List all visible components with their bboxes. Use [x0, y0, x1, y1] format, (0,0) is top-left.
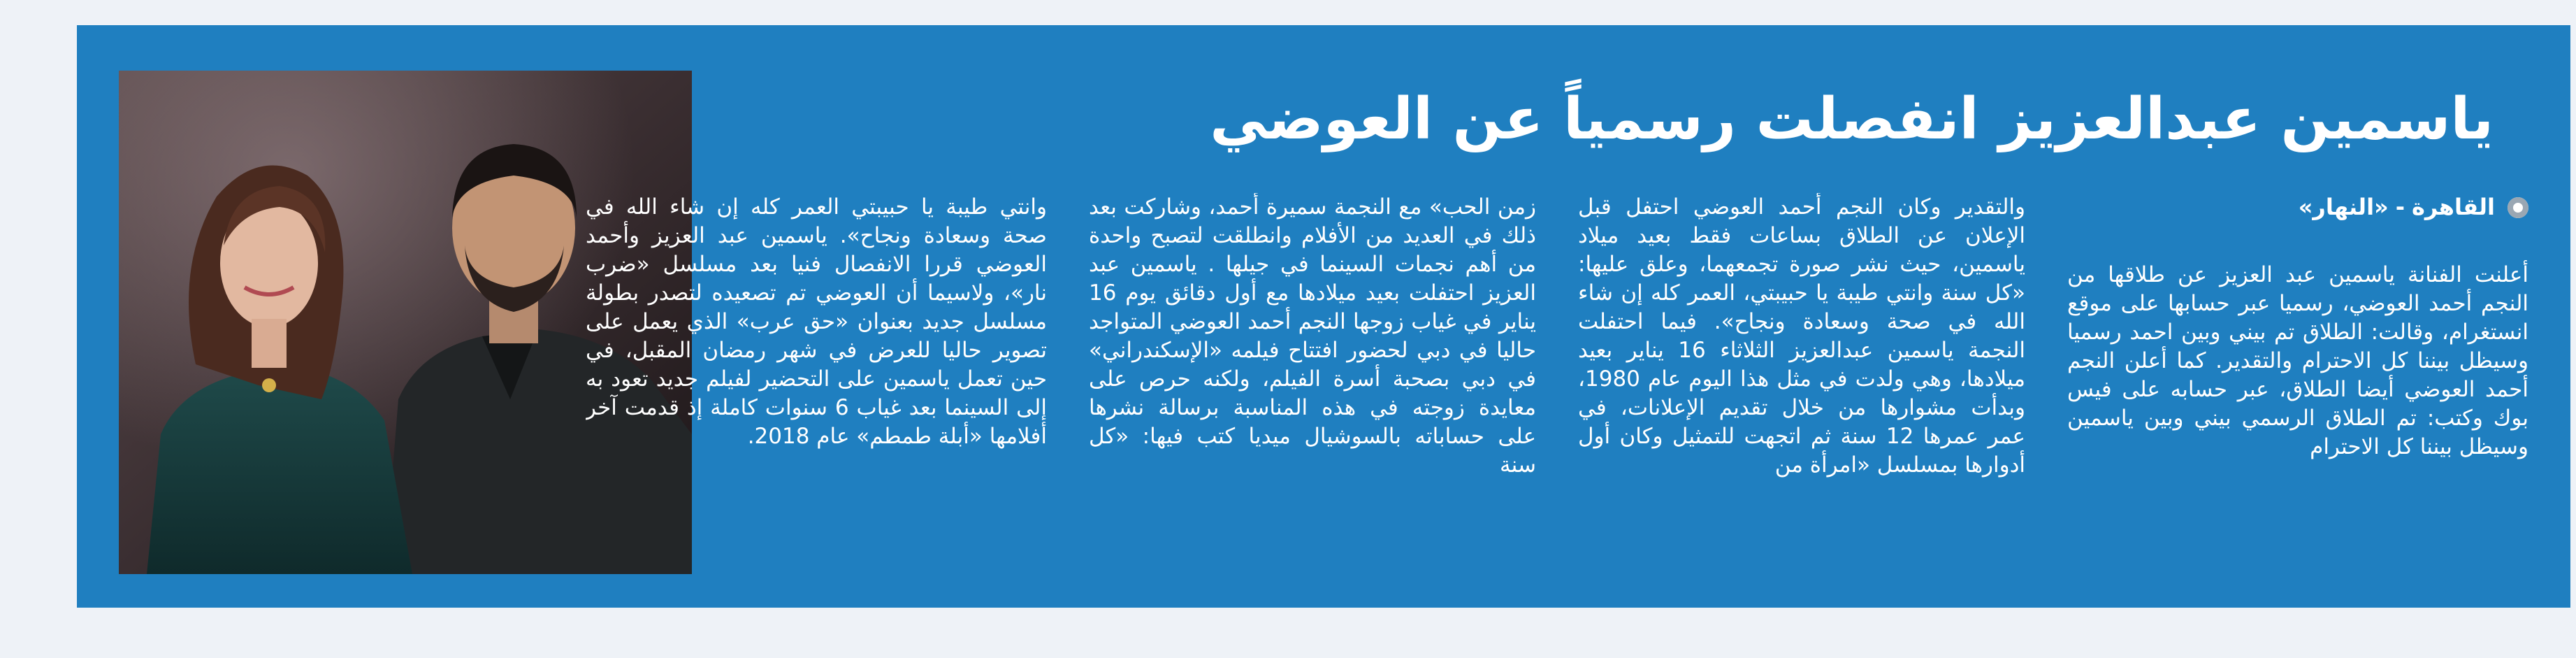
article-byline — [2067, 193, 2528, 222]
article-headline: ياسمين عبدالعزيز انفصلت رسمياً عن العوضي — [1210, 86, 2494, 152]
byline-separator: - — [2395, 194, 2405, 220]
article-column-2 — [1578, 193, 2025, 613]
article-paragraph: والتقدير وكان النجم أحمد العوضي احتفل قبل الإعلان عن الطلاق بساعات فقط بعيد ميلاد ياسمين، حيث نشر صورة تجمعهما، وعلق عليها: «كل سنة وانتي طيبة يا حبيبتي، العمر كله إن شاء الله في صحة وسعادة ونجاح». فيما احتفلت النجمة ياسمين عبدالعزيز الثلاثاء 16 يناير بعيد ميلادها، وهي ولدت في مثل هذا اليوم عام 1980، وبدأت مشوارها من خلال تقديم الإعلانات، في عمر عمرها 12 سنة ثم اتجهت للتمثيل وكان أول أدوارها بمسلسل «امرأة من — [1578, 194, 2025, 478]
article-panel — [77, 25, 2570, 608]
article-paragraph: زمن الحب» مع النجمة سميرة أحمد، وشاركت بعد ذلك في العديد من الأفلام وانطلقت لتصبح واحدة من أهم نجمات السينما في جيلها . ياسمين عبد العزيز احتفلت بعيد ميلادها مع أول دقائق يوم 16 يناير في غياب زوجها النجم أحمد العوضي المتواجد حاليا في دبي لحضور افتتاح فيلمه «الإسكندراني» في دبي بصحبة أسرة الفيلم، ولكنه حرص على معايدة زوجته في هذه المناسبة برسالة نشرها على حساباته بالسوشيال ميديا كتب فيها: «كل سنة — [1089, 194, 1536, 478]
article-paragraph: وانتي طيبة يا حبيبتي العمر كله إن شاء الله في صحة وسعادة ونجاح». ياسمين عبد العزيز وأحمد العوضي قررا الانفصال فنيا بعد مسلسل «ضرب نار»، ولاسيما أن العوضي تم تصعيده لتصدر بطولة مسلسل جديد بعنوان «حق عرب» الذي يعمل على تصوير حاليا للعرض في شهر رمضان المقبل، في حين تعمل ياسمين على التحضير لفيلم جديد تعود به إلى السينما بعد غياب 6 سنوات كاملة إذ قدمت آخر أفلامها «أبلة طمطم» عام 2018. — [586, 194, 1047, 449]
article-column-1 — [2067, 193, 2528, 613]
bullet-dot-icon — [2508, 197, 2528, 218]
article-column-4 — [586, 193, 1047, 613]
byline-city: القاهرة — [2411, 194, 2495, 220]
article-paragraph: أعلنت الفنانة ياسمين عبد العزيز عن طلاقها من النجم أحمد العوضي، رسميا عبر حسابها على موقع انستغرام، وقالت: الطلاق تم بيني وبين احمد رسميا وسيظل بيننا كل الاحترام والتقدير. كما أعلن النجم أحمد العوضي أيضا الطلاق، عبر حسابه على فيس بوك وكتب: تم الطلاق الرسمي بيني وبين ياسمين وسيظل بيننا كل الاحترام — [2067, 262, 2528, 459]
article-column-3 — [1089, 193, 1536, 613]
byline-source: «النهار» — [2298, 194, 2389, 220]
